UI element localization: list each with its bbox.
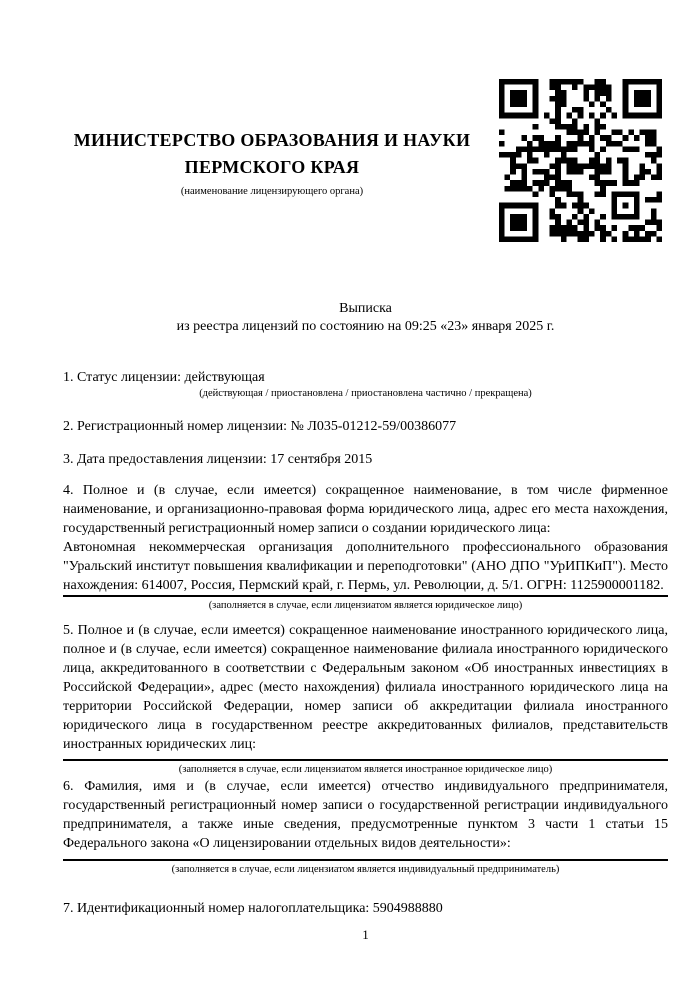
item-5-note: (заполняется в случае, если лицензиатом является иностранное юридическое лицо) xyxy=(178,764,553,775)
item-1-text: 1. Статус лицензии: действующая xyxy=(63,370,265,385)
item-3-text: 3. Дата предоставления лицензии: 17 сентября 2015 xyxy=(63,452,373,467)
item-6-note: (заполняется в случае, если лицензиатом является индивидуальный предприниматель) xyxy=(171,864,560,875)
fill-in-line xyxy=(63,759,668,761)
fill-in-line xyxy=(63,859,668,861)
fill-in-line xyxy=(63,595,668,597)
item-2-registration-number xyxy=(63,417,668,436)
item-4-value: Автономная некоммерческая организация дополнительного профессионального образования "Уральский институт повышения квалификации и переподготовки" (АНО ДПО "УрИПКиП"). Место нахождения: 614007, Россия, Пермский край, г. Пермь, ул. Революции, д. 5/1. ОГРН: 1125900001182. xyxy=(63,540,668,593)
authority-caption: (наименование лицензирующего органа) xyxy=(180,186,364,197)
item-7-text: 7. Идентификационный номер налогоплательщика: 5904988880 xyxy=(63,901,443,916)
item-7-taxpayer-id xyxy=(63,899,668,918)
authority-name-line2: ПЕРМСКОГО КРАЯ xyxy=(184,157,360,177)
item-3-license-grant-date xyxy=(63,450,668,469)
title-line1: Выписка xyxy=(339,301,392,316)
document-title xyxy=(63,300,668,336)
item-4-legal-entity xyxy=(63,481,668,612)
qr-code-icon xyxy=(499,79,662,242)
item-5-foreign-entity xyxy=(63,621,668,776)
item-5-text: 5. Полное и (в случае, если имеется) сокращенное наименование иностранного юридического лица, полное и (в случае, если имеется) сокращенное наименование филиала иностранного юридического лица, аккредитованного в соответствии с Федеральным законом «Об иностранных инвестициях в Российской Федерации», адрес (место нахождения) филиала иностранного юридического лица на территории Российской Федерации, номер записи об аккредитации филиала иностранного юридического лица в государственном реестре аккредитованных филиалов, представительств иностранных юридических лиц: xyxy=(63,623,668,752)
item-1-license-status xyxy=(63,368,668,400)
item-1-note: (действующая / приостановлена / приостановлена частично / прекращена) xyxy=(199,388,532,399)
page-number: 1 xyxy=(362,927,369,942)
item-6-text: 6. Фамилия, имя и (в случае, если имеется) отчество индивидуального предпринимателя, государственный регистрационный номер записи о государственной регистрации индивидуального предпринимателя, а также иные сведения, предусмотренные пунктом 3 части 1 статьи 15 Федерального закона «О лицензировании отдельных видов деятельности»: xyxy=(63,779,668,851)
item-2-text: 2. Регистрационный номер лицензии: № Л035-01212-59/00386077 xyxy=(63,419,457,434)
licensing-authority-header xyxy=(58,127,486,198)
item-4-note: (заполняется в случае, если лицензиатом является юридическое лицо) xyxy=(208,600,523,611)
item-6-individual-entrepreneur xyxy=(63,777,668,876)
authority-name-line1: МИНИСТЕРСТВО ОБРАЗОВАНИЯ И НАУКИ xyxy=(73,130,471,150)
title-line2: из реестра лицензий по состоянию на 09:25 «23» января 2025 г. xyxy=(176,319,555,334)
item-4-text: 4. Полное и (в случае, если имеется) сокращенное наименование, в том числе фирменное наименование, и организационно-правовая форма юридического лица, адрес его места нахождения, государственный регистрационный номер записи о создании юридического лица: xyxy=(63,483,668,536)
